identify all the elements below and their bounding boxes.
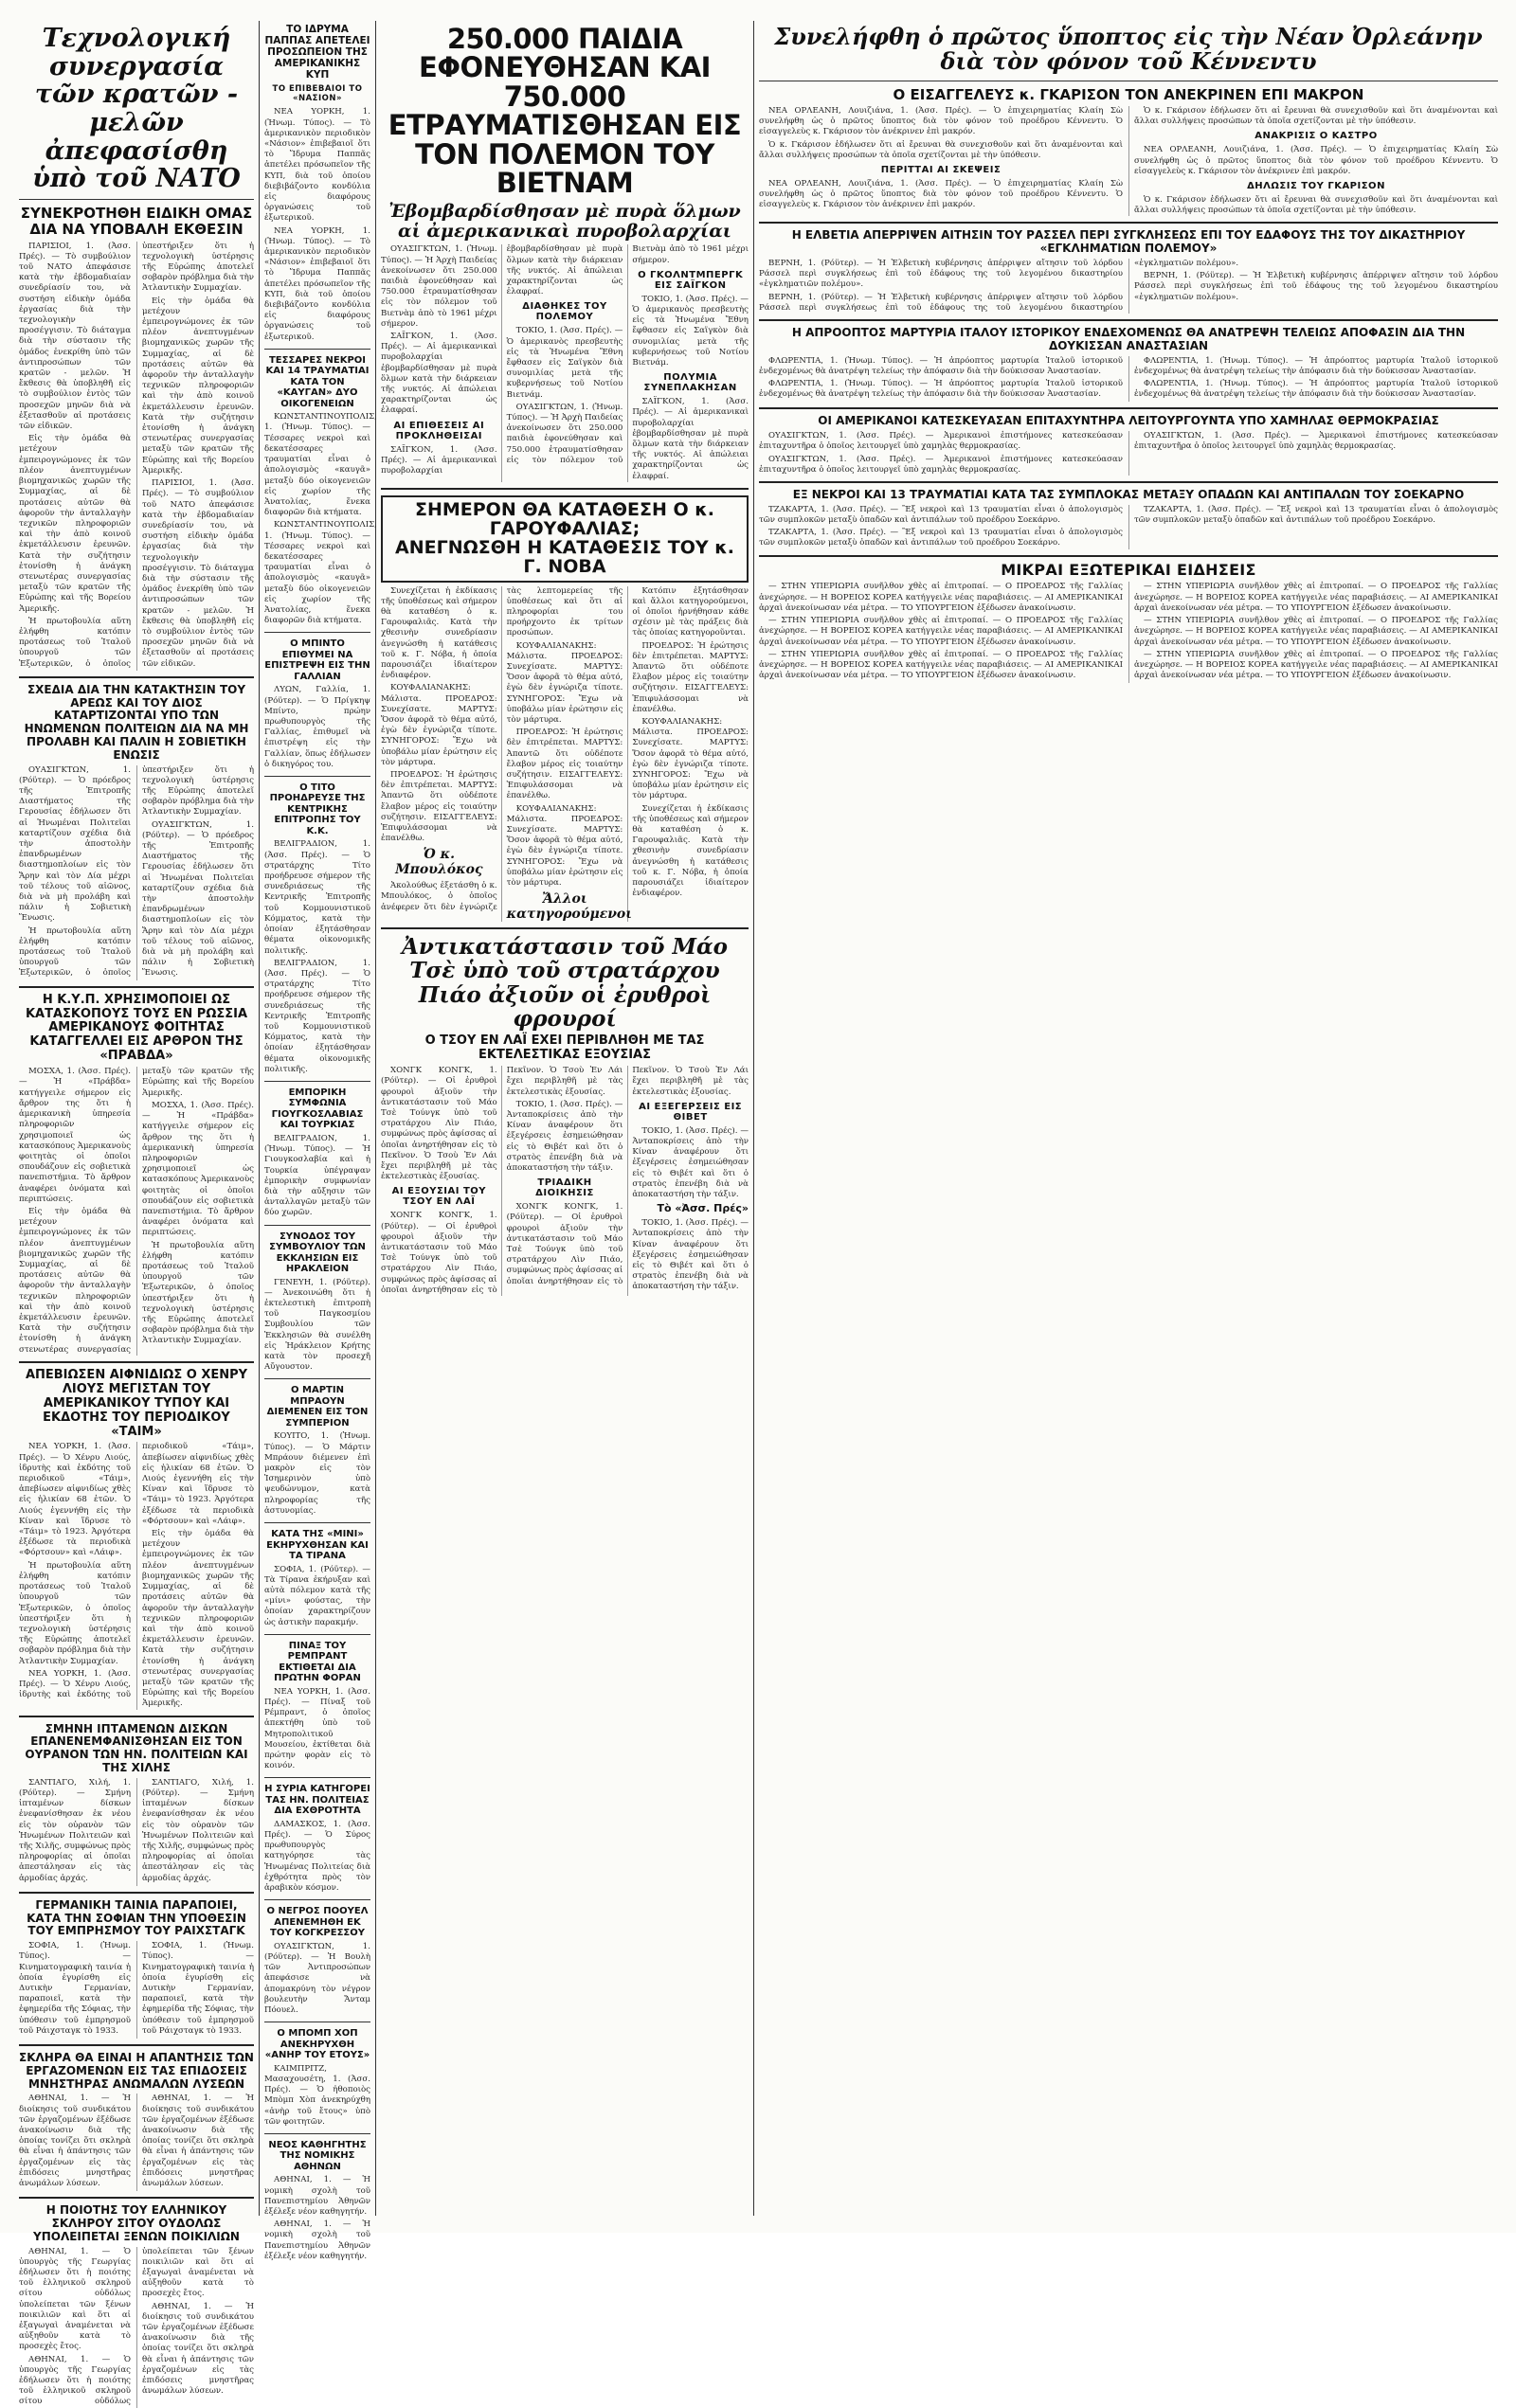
headline-novas: ΑΝΕΓΝΩΣΘΗ Η ΚΑΤΑΘΕΣΙΣ ΤΟΥ κ. Γ. ΝΟΒΑ <box>395 536 734 577</box>
section-heading: ΑΙ ΕΞΕΓΕΡΣΕΙΣ ΕΙΣ ΘΙΒΕΤ <box>639 1101 743 1123</box>
paragraph: ΚΟΥΦΑΛΙΑΝΑΚΗΣ: Μάλιστα. ΠΡΟΕΔΡΟΣ: Συνεχίσατε. ΜΑΡΤΥΣ: Ὅσον ἀφορᾶ τὸ θέμα αὐτό, ἐγὼ δὲν ἐγνώριζα τίποτε. ΣΥΝΗΓΟΡΟΣ: Ἔχω νὰ ὑποβάλω μίαν ἐρώτησιν εἰς τὸν μάρτυρα. <box>632 717 749 801</box>
section-heading: ΤΡΙΑΔΙΚΗ ΔΙΟΙΚΗΣΙΣ <box>535 1177 594 1199</box>
paragraph: ΑΘΗΝΑΙ, 1. — Ὁ ὑπουργὸς τῆς Γεωργίας ἐδήλωσεν ὅτι ἡ ποιότης τοῦ ἑλληνικοῦ σκληροῦ σίτου οὐδόλως ὑπολείπεται τῶν ξένων ποικιλιῶν καὶ ὅτι αἱ ἐξαγωγαὶ ἀναμένεται νὰ αὐξηθοῦν κατὰ τὸ προσεχὲς ἔτος. <box>19 2246 131 2352</box>
paragraph: ΟΥΑΣΙΓΚΤΩΝ, 1. (Ἡνωμ. Τύπος). — Ἡ Ἀρχὴ Παιδείας ἀνεκοίνωσεν ὅτι 250.000 παιδιὰ ἐφονεύθησαν καὶ 750.000 ἐτραυματίσθησαν εἰς τὸν πόλεμον τοῦ Βιετνὰμ ἀπὸ τὸ 1961 μέχρι σήμερον. <box>381 244 497 329</box>
article-vietnam <box>381 244 749 481</box>
section-heading: ΔΙΑΘΗΚΕΣ ΤΟΥ ΠΟΛΕΜΟΥ <box>522 301 607 323</box>
headline-workers: ΣΚΛΗΡΑ ΘΑ ΕΙΝΑΙ Η ΑΠΑΝΤΗΣΙΣ ΤΩΝ ΕΡΓΑΖΟΜΕΝΩΝ ΕΙΣ ΤΑΣ ΕΠΙΔΟΣΕΙΣ ΜΝΗΣΤΗΡΑΣ ΑΝΩΜΑΛΩΝ ΛΥΣΕΩΝ <box>19 2050 254 2091</box>
paragraph: ΒΕΡΝΗ, 1. (Ρόϋτερ). — Ἡ Ἑλβετικὴ κυβέρνησις ἀπέρριψεν αἴτησιν τοῦ λόρδου Ράσσελ περὶ συγκλήσεως ἐπὶ τοῦ ἐδάφους της τοῦ λεγομένου δικαστηρίου «ἐγκληματιῶν πολέμου». <box>1134 271 1498 302</box>
headline-mao: Ἀντικατάστασιν τοῦ Μάο Τσὲ ὑπὸ τοῦ στρατάρχου Πιάο ἀξιοῦν οἱ ἐρυθροὶ φρουροί <box>402 934 728 1032</box>
paragraph: ΝΕΑ ΥΟΡΚΗ, 1. (Ἡνωμ. Τύπος). — Τὸ ἀμερικανικὸν περιοδικὸν «Νάσιον» ἐπιβεβαιοῖ ὅτι τὸ Ἵδρυμα Παππᾶς ἀπετέλει πρόσωπεῖον τῆς ΚΥΠ, διὰ τοῦ ὁποίου διεβιβάζοντο κονδύλια εἰς διαφόρους ὀργανώσεις τοῦ ἐξωτερικοῦ. <box>264 225 370 342</box>
paragraph: ΟΥΑΣΙΓΚΤΩΝ, 1. (Ἡνωμ. Τύπος). — Ἡ Ἀρχὴ Παιδείας ἀνεκοίνωσεν ὅτι 250.000 παιδιὰ ἐφονεύθησαν καὶ 750.000 ἐτραυματίσθησαν εἰς τὸν πόλεμον τοῦ Βιετνὰμ ἀπὸ τὸ 1961 μέχρι σήμερον. <box>506 244 749 465</box>
paragraph: ΟΥΑΣΙΓΚΤΩΝ, 1. (Ρόϋτερ). — Ὁ πρόεδρος τῆς Ἐπιτροπῆς Διαστήματος τῆς Γερουσίας ἐδήλωσεν ὅτι αἱ Ἡνωμέναι Πολιτεῖαι καταρτίζουν σχέδια διὰ τὴν ἀποστολὴν ἐπανδρωμένων διαστημοπλοίων εἰς τὸν Ἄρην καὶ τὸν Δία μέχρι τοῦ τέλους τοῦ αἰῶνος, διὰ νὰ μὴ προλάβη καὶ πάλιν ἡ Σοβιετικὴ Ἕνωσις. <box>142 819 254 979</box>
paragraph: ΟΥΑΣΙΓΚΤΩΝ, 1. (Ἀσσ. Πρές). — Ἀμερικανοὶ ἐπιστήμονες κατεσκεύασαν ἐπιταχυντῆρα ὁ ὁποῖος λειτουργεῖ ὑπὸ χαμηλὰς θερμοκρασίας. <box>1134 431 1498 452</box>
paragraph: ΤΟΚΙΟ, 1. (Ἀσσ. Πρές). — Ἀνταποκρίσεις ἀπὸ τὴν Κίναν ἀναφέρουν ὅτι ἐξεγέρσεις ἐσημειώθησαν εἰς τὸ Θιβέτ καὶ ὅτι ὁ στρατὸς ἐπενέβη διὰ νὰ ἀποκαταστήση τὴν τάξιν. <box>632 1218 749 1292</box>
headline-reichstag: ΓΕΡΜΑΝΙΚΗ ΤΑΙΝΙΑ ΠΑΡΑΠΟΙΕΙ, ΚΑΤΑ ΤΗΝ ΣΟΦΙΑΝ ΤΗΝ ΥΠΟΘΕΣΙΝ ΤΟΥ ΕΜΠΡΗΣΜΟΥ ΤΟΥ ΡΑΙΧΣΤΑΓΚ <box>27 1897 246 1938</box>
section-heading: ΑΙ ΕΠΙΘΕΣΕΙΣ ΑΙ ΠΡΟΚΛΗΘΕΙΣΑΙ <box>393 420 485 441</box>
paragraph: ΑΘΗΝΑΙ, 1. — Ἡ νομικὴ σχολὴ τοῦ Πανεπιστημίου Ἀθηνῶν ἐξέλεξε νέον καθηγητήν. <box>264 2175 370 2218</box>
section-heading: ΠΟΛΥΜΙΑ ΣΥΝΕΠΛΑΚΗΣΑΝ <box>643 372 737 394</box>
paragraph: ΦΛΩΡΕΝΤΙΑ, 1. (Ἡνωμ. Τύπος). — Ἡ ἀπρόοπτος μαρτυρία Ἰταλοῦ ἱστορικοῦ ἐνδεχομένως θὰ ἀνατρέψη τελείως τὴν ἀπόφασιν διὰ τὴν δούκισσαν Ἀναστασίαν. <box>1134 355 1498 376</box>
headline-bob-hope: Ο ΜΠΟΜΠ ΧΟΠ ΑΝΕΚΗΡΥΧΘΗ «ΑΝΗΡ ΤΟΥ ΕΤΟΥΣ» <box>264 2028 370 2061</box>
headline-martin-braun: Ο ΜΑΡΤΙΝ ΜΠΡΑΟΥΝ ΔΙΕΜΕΝΕΝ ΕΙΣ ΤΟΝ ΣΥΜΠΕΡΙΟΝ <box>266 1385 369 1429</box>
paragraph: ΣΑΪΓΚΟΝ, 1. (Ἀσσ. Πρές). — Αἱ ἀμερικανικαὶ πυροβολαρχίαι ἐβομβαρδίσθησαν μὲ πυρὰ ὅλμων κατὰ τὴν διάρκειαν τῆς νυκτός. Αἱ ἀπώλειαι χαρακτηρίζονται ὡς ἐλαφραί. <box>632 397 749 481</box>
paragraph: ΚΟΥΦΑΛΙΑΝΑΚΗΣ: Μάλιστα. ΠΡΟΕΔΡΟΣ: Συνεχίσατε. ΜΑΡΤΥΣ: Ὅσον ἀφορᾶ τὸ θέμα αὐτό, ἐγὼ δὲν ἐγνώριζα τίποτε. ΣΥΝΗΓΟΡΟΣ: Ἔχω νὰ ὑποβάλω μίαν ἐρώτησιν εἰς τὸν μάρτυρα. <box>381 683 497 767</box>
paragraph: ΑΘΗΝΑΙ, 1. — Ἡ διοίκησις τοῦ συνδικάτου τῶν ἐργαζομένων ἐξέδωσε ἀνακοίνωσιν διὰ τῆς ὁποίας τονίζει ὅτι σκληρὰ θὰ εἶναι ἡ ἀπάντησις τῶν ἐργαζομένων εἰς τὰς ἐπιδόσεις μνηστῆρας ἀνωμάλων λύσεων. <box>19 2094 131 2188</box>
paragraph: ΣΟΦΙΑ, 1. (Ἡνωμ. Τύπος). — Κινηματογραφικὴ ταινία ἡ ὁποία ἐγυρίσθη εἰς Δυτικὴν Γερμανίαν, παραποιεῖ, κατὰ τὴν ἐφημερίδα τῆς Σόφιας, τὴν ὑπόθεσιν τοῦ ἐμπρησμοῦ τοῦ Ράιχσταγκ τὸ 1933. <box>19 1941 131 2036</box>
paragraph: — ΣΤΗΝ ΥΠΕΡΙΩΡΙΑ συνῆλθον χθὲς αἱ ἐπιτροπαί. — Ο ΠΡΟΕΔΡΟΣ τῆς Γαλλίας ἀνεχώρησε. — Η ΒΟΡΕΙΟΣ ΚΟΡΕΑ κατήγγειλε νέας παραβιάσεις. — ΑΙ ΑΜΕΡΙΚΑΝΙΚΑΙ ἀρχαὶ ἀνεκοίνωσαν νέα μέτρα. — ΤΟ ΥΠΟΥΡΓΕΙΟΝ ἐξέδωσεν ἀνακοίνωσιν. <box>759 649 1123 681</box>
paragraph: Εἰς τὴν ὁμάδα θὰ μετέχουν ἐμπειρογνώμονες ἐκ τῶν πλέον ἀνεπτυγμένων βιομηχανικῶς χωρῶν τῆς Συμμαχίας, αἱ δὲ προτάσεις αὐτῶν θὰ ἀφοροῦν τὴν ἀνταλλαγὴν τεχνικῶν πληροφοριῶν καὶ τὴν ἀπὸ κοινοῦ ἐκμετάλλευσιν ἐρευνῶν. Κατὰ τὴν συζήτησιν ἐτονίσθη ἡ ἀνάγκη στενωτέρας συνεργασίας μεταξὺ τῶν κρατῶν τῆς Εὐρώπης καὶ τῆς Βορείου Ἀμερικῆς. <box>19 434 131 614</box>
paragraph: Ἡ πρωτοβουλία αὕτη ἐλήφθη κατόπιν προτάσεως τοῦ Ἰταλοῦ ὑπουργοῦ τῶν Ἐξωτερικῶν, ὁ ὁποῖος ὑπεστήριξεν ὅτι ἡ τεχνολογικὴ ὑστέρησις τῆς Εὐρώπης ἀποτελεῖ σοβαρὸν πρόβλημα διὰ τὴν Ἀτλαντικὴν Συμμαχίαν. <box>19 241 254 669</box>
headline-trial <box>381 495 749 583</box>
paragraph: ΒΕΛΙΓΡΑΔΙΟΝ, 1. (Ἀσσ. Πρές). — Ὁ στρατάρχης Τίτο προήδρευσε σήμερον τῆς συνεδριάσεως τῆς Κεντρικῆς Ἐπιτροπῆς τοῦ Κομμουνιστικοῦ Κόμματος, κατὰ τὴν ὁποίαν ἐξητάσθησαν θέματα οἰκονομικῆς πολιτικῆς. <box>264 958 370 1074</box>
paragraph: Ἀκολούθως ἐξετάσθη ὁ κ. Μπουλόκος, ὁ ὁποῖος ἀνέφερεν ὅτι δὲν ἐγνώριζε τὰς λεπτομερείας τῆς ὑποθέσεως καὶ ὅτι αἱ πληροφορίαι του προήρχοντο ἐκ τρίτων προσώπων. <box>381 585 623 912</box>
article-sukarno <box>759 505 1498 549</box>
headline-vietnam: 250.000 ΠΑΙΔΙΑ ΕΦΟΝΕΥΘΗΣΑΝ ΚΑΙ 750.000 ΕΤΡΑΥΜΑΤΙΣΘΗΣΑΝ ΕΙΣ ΤΟΝ ΠΟΛΕΜΟΝ ΤΟΥ ΒΙΕΤΝΑΜ <box>388 23 742 200</box>
paragraph: ΠΡΟΕΔΡΟΣ: Ἡ ἐρώτησις δὲν ἐπιτρέπεται. ΜΑΡΤΥΣ: Ἀπαντῶ ὅτι οὐδέποτε ἔλαβον μέρος εἰς τοιαύτην συζήτησιν. ΕΙΣΑΓΓΕΛΕΥΣ: Ἐπιφυλάσσομαι νὰ ἐπανέλθω. <box>632 640 749 714</box>
column-rule <box>259 21 260 2216</box>
headline-ufo: ΣΜΗΝΗ ΙΠΤΑΜΕΝΩΝ ΔΙΣΚΩΝ ΕΠΑΝΕΝΕΜΦΑΝΙΣΘΗΣΑΝ ΕΙΣ ΤΟΝ ΟΥΡΑΝΟΝ ΤΩΝ ΗΝ. ΠΟΛΙΤΕΙΩΝ ΚΑΙ ΤΗΣ ΧΙΛΗΣ <box>25 1721 248 1774</box>
paragraph: Ἡ πρωτοβουλία αὕτη ἐλήφθη κατόπιν προτάσεως τοῦ Ἰταλοῦ ὑπουργοῦ τῶν Ἐξωτερικῶν, ὁ ὁποῖος ὑπεστήριξεν ὅτι ἡ τεχνολογικὴ ὑστέρησις τῆς Εὐρώπης ἀποτελεῖ σοβαρὸν πρόβλημα διὰ τὴν Ἀτλαντικὴν Συμμαχίαν. <box>19 764 254 979</box>
paragraph: ΧΟΝΓΚ ΚΟΝΓΚ, 1. (Ρόϋτερ). — Οἱ ἐρυθροὶ φρουροὶ ἀξιοῦν τὴν ἀντικατάστασιν τοῦ Μάο Τσὲ Τούνγκ ὑπὸ τοῦ στρατάρχου Λὶν Πιάο, συμφώνως πρὸς ἀφίσσας αἱ ὁποῖαι ἀνηρτήθησαν εἰς τὸ Πεκῖνον. Ὁ Τσοὺ Ἐν Λάι ἔχει περιβληθῆ μὲ τὰς ἐκτελεστικὰς ἐξουσίας. <box>381 1066 497 1182</box>
section-heading: ΠΕΡΙΤΤΑΙ ΑΙ ΣΚΕΨΕΙΣ <box>880 165 1002 176</box>
paragraph: ΚΩΝΣΤΑΝΤΙΝΟΥΠΟΛΙΣ, 1. (Ἡνωμ. Τύπος). — Τέσσαρες νεκροὶ καὶ δεκατέσσαρες τραυματίαι εἶναι ὁ ἀπολογισμὸς «καυγᾶ» μεταξὺ δύο οἰκογενειῶν εἰς χωρίον τῆς Ἀνατολίας, ἕνεκα διαφορῶν διὰ κτήματα. <box>264 412 377 518</box>
paragraph: ΚΩΝΣΤΑΝΤΙΝΟΥΠΟΛΙΣ, 1. (Ἡνωμ. Τύπος). — Τέσσαρες νεκροὶ καὶ δεκατέσσαρες τραυματίαι εἶναι ὁ ἀπολογισμὸς «καυγᾶ» μεταξὺ δύο οἰκογενειῶν εἰς χωρίον τῆς Ἀνατολίας, ἕνεκα διαφορῶν διὰ κτήματα. <box>264 520 377 626</box>
headline-bidault: Ο ΜΠΙΝΤΟ ΕΠΙΘΥΜΕΙ ΝΑ ΕΠΙΣΤΡΕΨΗ ΕΙΣ ΤΗΝ ΓΑΛΛΙΑΝ <box>264 638 370 682</box>
column-1 <box>19 21 255 2407</box>
paragraph: — ΣΤΗΝ ΥΠΕΡΙΩΡΙΑ συνῆλθον χθὲς αἱ ἐπιτροπαί. — Ο ΠΡΟΕΔΡΟΣ τῆς Γαλλίας ἀνεχώρησε. — Η ΒΟΡΕΙΟΣ ΚΟΡΕΑ κατήγγειλε νέας παραβιάσεις. — ΑΙ ΑΜΕΡΙΚΑΝΙΚΑΙ ἀρχαὶ ἀνεκοίνωσαν νέα μέτρα. — ΤΟ ΥΠΟΥΡΓΕΙΟΝ ἐξέδωσεν ἀνακοίνωσιν. <box>759 582 1123 613</box>
section-heading: ΑΙ ΕΞΟΥΣΙΑΙ ΤΟΥ ΤΣΟΥ ΕΝ ΛΑΪ <box>391 1186 487 1208</box>
subheadline-mao: Ο ΤΣΟΥ ΕΝ ΛΑΪ ΕΧΕΙ ΠΕΡΙΒΛΗΘΗ ΜΕ ΤΑΣ ΕΚΤΕΛΕΣΤΙΚΑΣ ΕΞΟΥΣΙΑΣ <box>424 1033 705 1063</box>
headline-wheat: Η ΠΟΙΟΤΗΣ ΤΟΥ ΕΛΛΗΝΙΚΟΥ ΣΚΛΗΡΟΥ ΣΙΤΟΥ ΟΥΔΟΛΩΣ ΥΠΟΛΕΙΠΕΤΑΙ ΞΕΝΩΝ ΠΟΙΚΙΛΙΩΝ <box>33 2203 240 2243</box>
article-kennedy <box>759 106 1498 216</box>
headline-anastasia: Η ΑΠΡΟΟΠΤΟΣ ΜΑΡΤΥΡΙΑ ΙΤΑΛΟΥ ΙΣΤΟΡΙΚΟΥ ΕΝΔΕΧΟΜΕΝΩΣ ΘΑ ΑΝΑΤΡΕΨΗ ΤΕΛΕΙΩΣ ΑΠΟΦΑΣΙΝ ΔΙΑ ΤΗΝ ΔΟΥΚΙΣΣΑΝ ΑΝΑΣΤΑΣΙΑΝ <box>791 326 1466 352</box>
paragraph: Συνεχίζεται ἡ ἐκδίκασις τῆς ὑποθέσεως καὶ σήμερον θὰ καταθέση ὁ κ. Γαρουφαλιᾶς. Κατὰ τὴν χθεσινὴν συνεδρίασιν ἀνεγνώσθη ἡ κατάθεσις τοῦ κ. Γ. Νόβα, ἡ ὁποία παρουσιάζει ἰδιαίτερον ἐνδιαφέρον. <box>632 803 749 899</box>
column-right-content <box>759 21 1498 2219</box>
headline-accelerator: ΟΙ ΑΜΕΡΙΚΑΝΟΙ ΚΑΤΕΣΚΕΥΑΣΑΝ ΕΠΙΤΑΧΥΝΤΗΡΑ ΛΕΙΤΟΥΡΓΟΥΝΤΑ ΥΠΟ ΧΑΜΗΛΑΣ ΘΕΡΜΟΚΡΑΣΙΑΣ <box>818 414 1439 428</box>
article-brief-news <box>759 582 1498 683</box>
article-accelerator <box>759 431 1498 476</box>
paragraph: ΟΥΑΣΙΓΚΤΩΝ, 1. (Ρόϋτερ). — Ἡ Βουλὴ τῶν Ἀντιπροσώπων ἀπεφάσισε νὰ ἀπομακρύνη τὸν νέγρον βουλευτὴν Ἄνταμ Πόουελ. <box>264 1941 370 2015</box>
paragraph: Ὁ κ. Γκάρισον ἐδήλωσεν ὅτι αἱ ἔρευναι θὰ συνεχισθοῦν καὶ ὅτι ἀναμένονται καὶ ἄλλαι συλλήψεις προσώπων τὰ ὁποῖα σχετίζονται μὲ τὴν ὑπόθεσιν. <box>1134 106 1498 127</box>
signature-ap: Τὸ «Ἀσσ. Πρές» <box>657 1202 749 1215</box>
section-heading: ΑΝΑΚΡΙΣΙΣ Ο ΚΑΣΤΡΟ <box>1254 131 1378 142</box>
paragraph: ΒΕΛΙΓΡΑΔΙΟΝ, 1. (Ἀσσ. Πρές). — Ὁ στρατάρχης Τίτο προήδρευσε σήμερον τῆς συνεδριάσεως τῆς Κεντρικῆς Ἐπιτροπῆς τοῦ Κομμουνιστικοῦ Κόμματος, κατὰ τὴν ὁποίαν ἐξητάσθησαν θέματα οἰκονομικῆς πολιτικῆς. <box>264 839 370 956</box>
paragraph: — ΣΤΗΝ ΥΠΕΡΙΩΡΙΑ συνῆλθον χθὲς αἱ ἐπιτροπαί. — Ο ΠΡΟΕΔΡΟΣ τῆς Γαλλίας ἀνεχώρησε. — Η ΒΟΡΕΙΟΣ ΚΟΡΕΑ κατήγγειλε νέας παραβιάσεις. — ΑΙ ΑΜΕΡΙΚΑΝΙΚΑΙ ἀρχαὶ ἀνεκοίνωσαν νέα μέτρα. — ΤΟ ΥΠΟΥΡΓΕΙΟΝ ἐξέδωσεν ἀνακοίνωσιν. <box>1134 616 1498 647</box>
paragraph: ΦΛΩΡΕΝΤΙΑ, 1. (Ἡνωμ. Τύπος). — Ἡ ἀπρόοπτος μαρτυρία Ἰταλοῦ ἱστορικοῦ ἐνδεχομένως θὰ ἀνατρέψη τελείως τὴν ἀπόφασιν διὰ τὴν δούκισσαν Ἀναστασίαν. <box>759 355 1123 376</box>
headline-tito: Ο ΤΙΤΟ ΠΡΟΗΔΡΕΥΣΕ ΤΗΣ ΚΕΝΤΡΙΚΗΣ ΕΠΙΤΡΟΠΗΣ ΤΟΥ Κ.Κ. <box>269 782 366 836</box>
paragraph: ΦΛΩΡΕΝΤΙΑ, 1. (Ἡνωμ. Τύπος). — Ἡ ἀπρόοπτος μαρτυρία Ἰταλοῦ ἱστορικοῦ ἐνδεχομένως θὰ ἀνατρέψη τελείως τὴν ἀπόφασιν διὰ τὴν δούκισσαν Ἀναστασίαν. <box>759 379 1123 400</box>
article-trial <box>381 586 749 922</box>
headline-brief-news: ΜΙΚΡΑΙ ΕΞΩΤΕΡΙΚΑΙ ΕΙΔΗΣΕΙΣ <box>1001 560 1256 579</box>
paragraph: ΤΖΑΚΑΡΤΑ, 1. (Ἀσσ. Πρές). — Ἓξ νεκροὶ καὶ 13 τραυματίαι εἶναι ὁ ἀπολογισμὸς τῶν συμπλοκῶν μεταξὺ ὀπαδῶν καὶ ἀντιπάλων τοῦ προέδρου Σοεκάρνο. <box>759 528 1123 548</box>
paragraph: Ἡ πρωτοβουλία αὕτη ἐλήφθη κατόπιν προτάσεως τοῦ Ἰταλοῦ ὑπουργοῦ τῶν Ἐξωτερικῶν, ὁ ὁποῖος ὑπεστήριξεν ὅτι ἡ τεχνολογικὴ ὑστέρησις τῆς Εὐρώπης ἀποτελεῖ σοβαρὸν πρόβλημα διὰ τὴν Ἀτλαντικὴν Συμμαχίαν. <box>19 1560 131 1666</box>
paragraph: ΔΑΜΑΣΚΟΣ, 1. (Ἀσσ. Πρές). — Ὁ Σύρος πρωθυπουργὸς κατηγόρησε τὰς Ἡνωμένας Πολιτείας διὰ ἐχθρότητα πρὸς τὸν ἀραβικὸν κόσμον. <box>264 1819 370 1894</box>
paragraph: ΣΟΦΙΑ, 1. (Ἡνωμ. Τύπος). — Κινηματογραφικὴ ταινία ἡ ὁποία ἐγυρίσθη εἰς Δυτικὴν Γερμανίαν, παραποιεῖ, κατὰ τὴν ἐφημερίδα τῆς Σόφιας, τὴν ὑπόθεσιν τοῦ ἐμπρησμοῦ τοῦ Ράιχσταγκ τὸ 1933. <box>142 1941 254 2036</box>
paragraph: ΝΕΑ ΥΟΡΚΗ, 1. (Ἀσσ. Πρές). — Πίναξ τοῦ Ρέμπραντ, ὁ ὁποῖος ἀπεκτήθη ὑπὸ τοῦ Μητροπολιτικοῦ Μουσείου, ἐκτίθεται διὰ πρώτην φορὰν εἰς τὸ κοινόν. <box>264 1686 370 1771</box>
paragraph: — ΣΤΗΝ ΥΠΕΡΙΩΡΙΑ συνῆλθον χθὲς αἱ ἐπιτροπαί. — Ο ΠΡΟΕΔΡΟΣ τῆς Γαλλίας ἀνεχώρησε. — Η ΒΟΡΕΙΟΣ ΚΟΡΕΑ κατήγγειλε νέας παραβιάσεις. — ΑΙ ΑΜΕΡΙΚΑΝΙΚΑΙ ἀρχαὶ ἀνεκοίνωσαν νέα μέτρα. — ΤΟ ΥΠΟΥΡΓΕΙΟΝ ἐξέδωσεν ἀνακοίνωσιν. <box>759 616 1123 647</box>
paragraph: ΑΘΗΝΑΙ, 1. — Ἡ διοίκησις τοῦ συνδικάτου τῶν ἐργαζομένων ἐξέδωσε ἀνακοίνωσιν διὰ τῆς ὁποίας τονίζει ὅτι σκληρὰ θὰ εἶναι ἡ ἀπάντησις τῶν ἐργαζομένων εἰς τὰς ἐπιδόσεις μνηστῆρας ἀνωμάλων λύσεων. <box>142 2094 254 2188</box>
article-wheat <box>19 2247 254 2408</box>
paragraph: ΠΑΡΙΣΙΟΙ, 1. (Ἀσσ. Πρές). — Τὸ συμβούλιον τοῦ ΝΑΤΟ ἀπεφάσισε κατὰ τὴν ἐβδομαδιαίαν συνεδρίασίν του, νὰ συστήση εἰδικὴν ὁμάδα ἐργασίας διὰ τὴν τεχνολογικὴν προσέγγισιν. Τὸ διάταγμα διὰ τὴν σύστασιν τῆς ὁμάδος ἐνεκρίθη ὑπὸ τῶν ἀντιπροσώπων τῶν κρατῶν - μελῶν. Ἡ ἔκθεσις θὰ ὑποβληθῆ εἰς τὸ συμβούλιον ἐντὸς τῶν προσεχῶν μηνῶν διὰ νὰ ἐξετασθοῦν αἱ προτάσεις τῶν εἰδικῶν. <box>142 478 254 669</box>
paragraph: ΝΕΑ ΥΟΡΚΗ, 1. (Ἀσσ. Πρές). — Ὁ Χένρυ Λιούς, ἱδρυτὴς καὶ ἐκδότης τοῦ περιοδικοῦ «Τάιμ», ἀπεβίωσεν αἰφνιδίως χθὲς εἰς ἡλικίαν 68 ἐτῶν. Ὁ Λιούς ἐγεννήθη εἰς τὴν Κίναν καὶ ἵδρυσε τὸ «Τάιμ» τὸ 1923. Ἀργότερα ἐξέδωσε τὰ περιοδικὰ «Φόρτσουν» καὶ «Λάιφ». <box>19 1442 254 1700</box>
headline-luce: ΑΠΕΒΙΩΣΕΝ ΑΙΦΝΙΔΙΩΣ Ο ΧΕΝΡΥ ΛΙΟΥΣ ΜΕΓΙΣΤΑΝ ΤΟΥ ΑΜΕΡΙΚΑΝΙΚΟΥ ΤΥΠΟΥ ΚΑΙ ΕΚΔΟΤΗΣ ΤΟΥ ΠΕΡΙΟΔΙΚΟΥ «ΤΑΙΜ» <box>25 1367 248 1439</box>
paragraph: ΝΕΑ ΥΟΡΚΗ, 1. (Ἀσσ. Πρές). — Ὁ Χένρυ Λιούς, ἱδρυτὴς καὶ ἐκδότης τοῦ περιοδικοῦ «Τάιμ», ἀπεβίωσεν αἰφνιδίως χθὲς εἰς ἡλικίαν 68 ἐτῶν. Ὁ Λιούς ἐγεννήθη εἰς τὴν Κίναν καὶ ἵδρυσε τὸ «Τάιμ» τὸ 1923. Ἀργότερα ἐξέδωσε τὰ περιοδικὰ «Φόρτσουν» καὶ «Λάιφ». <box>19 1442 131 1558</box>
paragraph: ΚΑΙΜΠΡΙΤΖ, Μασαχουσέτη, 1. (Ἀσσ. Πρές). — Ὁ ἠθοποιὸς Μπὸμπ Χὸπ ἀνεκηρύχθη «ἀνὴρ τοῦ ἔτους» ὑπὸ τῶν φοιτητῶν. <box>264 2063 370 2127</box>
paragraph: ΤΟΚΙΟ, 1. (Ἀσσ. Πρές). — Ἀνταποκρίσεις ἀπὸ τὴν Κίναν ἀναφέρουν ὅτι ἐξεγέρσεις ἐσημειώθησαν εἰς τὸ Θιβέτ καὶ ὅτι ὁ στρατὸς ἐπενέβη διὰ νὰ ἀποκαταστήση τὴν τάξιν. <box>506 1099 623 1173</box>
paragraph: Εἰς τὴν ὁμάδα θὰ μετέχουν ἐμπειρογνώμονες ἐκ τῶν πλέον ἀνεπτυγμένων βιομηχανικῶς χωρῶν τῆς Συμμαχίας, αἱ δὲ προτάσεις αὐτῶν θὰ ἀφοροῦν τὴν ἀνταλλαγὴν τεχνικῶν πληροφοριῶν καὶ τὴν ἀπὸ κοινοῦ ἐκμετάλλευσιν ἐρευνῶν. Κατὰ τὴν συζήτησιν ἐτονίσθη ἡ ἀνάγκη στενωτέρας συνεργασίας μεταξὺ τῶν κρατῶν τῆς Εὐρώπης καὶ τῆς Βορείου Ἀμερικῆς. <box>142 296 254 476</box>
paragraph: ΧΟΝΓΚ ΚΟΝΓΚ, 1. (Ρόϋτερ). — Οἱ ἐρυθροὶ φρουροὶ ἀξιοῦν τὴν ἀντικατάστασιν τοῦ Μάο Τσὲ Τούνγκ ὑπὸ τοῦ στρατάρχου Λὶν Πιάο, συμφώνως πρὸς ἀφίσσας αἱ ὁποῖαι ἀνηρτήθησαν εἰς τὸ Πεκῖνον. Ὁ Τσοὺ Ἐν Λάι ἔχει περιβληθῆ μὲ τὰς ἐκτελεστικὰς ἐξουσίας. <box>506 1066 749 1286</box>
paragraph: — ΣΤΗΝ ΥΠΕΡΙΩΡΙΑ συνῆλθον χθὲς αἱ ἐπιτροπαί. — Ο ΠΡΟΕΔΡΟΣ τῆς Γαλλίας ἀνεχώρησε. — Η ΒΟΡΕΙΟΣ ΚΟΡΕΑ κατήγγειλε νέας παραβιάσεις. — ΑΙ ΑΜΕΡΙΚΑΝΙΚΑΙ ἀρχαὶ ἀνεκοίνωσαν νέα μέτρα. — ΤΟ ΥΠΟΥΡΓΕΙΟΝ ἐξέδωσεν ἀνακοίνωσιν. <box>1134 582 1498 613</box>
paragraph: ΣΑΝΤΙΑΓΟ, Χιλή, 1. (Ρόϋτερ). — Σμήνη ἱπταμένων δίσκων ἐνεφανίσθησαν ἐκ νέου εἰς τὸν οὐρανὸν τῶν Ἡνωμένων Πολιτειῶν καὶ τῆς Χιλῆς, συμφώνως πρὸς πληροφορίας αἱ ὁποῖαι ἀπεστάλησαν εἰς τὰς ἀρμοδίας ἀρχάς. <box>142 1777 254 1883</box>
paragraph: ΑΘΗΝΑΙ, 1. — Ὁ ὑπουργὸς τῆς Γεωργίας ἐδήλωσεν ὅτι ἡ ποιότης τοῦ ἑλληνικοῦ σκληροῦ σίτου οὐδόλως ὑπολείπεται τῶν ξένων ποικιλιῶν καὶ ὅτι αἱ ἐξαγωγαὶ ἀναμένεται νὰ αὐξηθοῦν κατὰ τὸ προσεχὲς ἔτος. <box>19 2246 254 2407</box>
column-center <box>381 21 749 2219</box>
paragraph: ΚΟΥΦΑΛΙΑΝΑΚΗΣ: Μάλιστα. ΠΡΟΕΔΡΟΣ: Συνεχίσατε. ΜΑΡΤΥΣ: Ὅσον ἀφορᾶ τὸ θέμα αὐτό, ἐγὼ δὲν ἐγνώριζα τίποτε. ΣΥΝΗΓΟΡΟΣ: Ἔχω νὰ ὑποβάλω μίαν ἐρώτησιν εἰς τὸν μάρτυρα. <box>506 803 623 889</box>
paragraph: ΚΟΥΦΑΛΙΑΝΑΚΗΣ: Μάλιστα. ΠΡΟΕΔΡΟΣ: Συνεχίσατε. ΜΑΡΤΥΣ: Ὅσον ἀφορᾶ τὸ θέμα αὐτό, ἐγὼ δὲν ἐγνώριζα τίποτε. ΣΥΝΗΓΟΡΟΣ: Ἔχω νὰ ὑποβάλω μίαν ἐρώτησιν εἰς τὸν μάρτυρα. <box>506 640 623 726</box>
paragraph: ΧΟΝΓΚ ΚΟΝΓΚ, 1. (Ρόϋτερ). — Οἱ ἐρυθροὶ φρουροὶ ἀξιοῦν τὴν ἀντικατάστασιν τοῦ Μάο Τσὲ Τούνγκ ὑπὸ τοῦ στρατάρχου Λὶν Πιάο, συμφώνως πρὸς ἀφίσσας αἱ ὁποῖαι ἀνηρτήθησαν εἰς τὸ Πεκῖνον. Ὁ Τσοὺ Ἐν Λάι ἔχει περιβληθῆ μὲ τὰς ἐκτελεστικὰς ἐξουσίας. <box>381 1066 623 1295</box>
article-anastasia <box>759 356 1498 403</box>
subheadline-vietnam: Ἐβομβαρδίσθησαν μὲ πυρὰ ὅλμων αἱ ἀμερικανικαὶ πυροβολαρχίαι <box>388 200 741 242</box>
article-nato <box>19 242 254 671</box>
headline-powell: Ο ΝΕΓΡΟΣ ΠΟΟΥΕΛ ΑΠΕΝΕΜΗΘΗ ΕΚ ΤΟΥ ΚΟΓΚΡΕΣΣΟΥ <box>266 1906 369 1939</box>
headline-pravda: Η Κ.Υ.Π. ΧΡΗΣΙΜΟΠΟΙΕΙ ΩΣ ΚΑΤΑΣΚΟΠΟΥΣ ΤΟΥΣ ΕΝ ΡΩΣΣΙΑ ΑΜΕΡΙΚΑΝΟΥΣ ΦΟΙΤΗΤΑΣ ΚΑΤΑΓΓΕΛΛΕΙ ΕΙΣ ΑΡΘΡΟΝ ΤΗΣ «ΠΡΑΒΔΑ» <box>25 992 248 1064</box>
paragraph: ΚΟΥΙΤΟ, 1. (Ἡνωμ. Τύπος). — Ὁ Μάρτιν Μπράουν διέμενεν ἐπὶ μακρὸν εἰς τὸν Ἰσημερινὸν ὑπὸ ψευδώνυμον, κατὰ πληροφορίας τῆς ἀστυνομίας. <box>264 1431 370 1516</box>
paragraph: ΑΘΗΝΑΙ, 1. — Ἡ νομικὴ σχολὴ τοῦ Πανεπιστημίου Ἀθηνῶν ἐξέλεξε νέον καθηγητήν. <box>264 2219 370 2261</box>
column-2 <box>264 21 377 2261</box>
subheadline-garrison: Ο ΕΙΣΑΓΓΕΛΕΥΣ κ. ΓΚΑΡΙΣΟΝ ΤΟΝ ΑΝΕΚΡΙΝΕΝ ΕΠΙ ΜΑΚΡΟΝ <box>893 85 1364 103</box>
paragraph: ΤΟΚΙΟ, 1. (Ἀσσ. Πρές). — Ὁ ἀμερικανὸς πρεσβευτὴς εἰς τὰ Ἡνωμένα Ἔθνη ἔφθασεν εἰς Σαϊγκὸν διὰ συνομιλίας μετὰ τῆς κυβερνήσεως τοῦ Νοτίου Βιετνάμ. <box>632 294 749 368</box>
column-rule <box>753 21 754 2216</box>
paragraph: ΓΕΝΕΥΗ, 1. (Ρόϋτερ). — Ἀνεκοινώθη ὅτι ἡ ἐκτελεστικὴ ἐπιτροπὴ τοῦ Παγκοσμίου Συμβουλίου τῶν Ἐκκλησιῶν θὰ συνέλθη εἰς Ἡράκλειον Κρήτης κατὰ τὸν προσεχῆ Αὔγουστον. <box>264 1277 370 1373</box>
article-mao <box>381 1066 749 1296</box>
paragraph: ΒΕΡΝΗ, 1. (Ρόϋτερ). — Ἡ Ἑλβετικὴ κυβέρνησις ἀπέρριψεν αἴτησιν τοῦ λόρδου Ράσσελ περὶ συγκλήσεως ἐπὶ τοῦ ἐδάφους της τοῦ λεγομένου δικαστηρίου «ἐγκληματιῶν πολέμου». <box>759 259 1123 290</box>
paragraph: Ὁ κ. Γκάρισον ἐδήλωσεν ὅτι αἱ ἔρευναι θὰ συνεχισθοῦν καὶ ὅτι ἀναμένονται καὶ ἄλλαι συλλήψεις προσώπων τὰ ὁποῖα σχετίζονται μὲ τὴν ὑπόθεσιν. <box>1134 195 1498 216</box>
article-russell <box>759 259 1498 314</box>
paragraph: ΟΥΑΣΙΓΚΤΩΝ, 1. (Ρόϋτερ). — Ὁ πρόεδρος τῆς Ἐπιτροπῆς Διαστήματος τῆς Γερουσίας ἐδήλωσεν ὅτι αἱ Ἡνωμέναι Πολιτεῖαι καταρτίζουν σχέδια διὰ τὴν ἀποστολὴν ἐπανδρωμένων διαστημοπλοίων εἰς τὸν Ἄρην καὶ τὸν Δία μέχρι τοῦ τέλους τοῦ αἰῶνος, διὰ νὰ μὴ προλάβη καὶ πάλιν ἡ Σοβιετικὴ Ἕνωσις. <box>19 764 131 924</box>
paragraph: ΝΕΑ ΥΟΡΚΗ, 1. (Ἡνωμ. Τύπος). — Τὸ ἀμερικανικὸν περιοδικὸν «Νάσιον» ἐπιβεβαιοῖ ὅτι τὸ Ἵδρυμα Παππᾶς ἀπετέλει πρόσωπεῖον τῆς ΚΥΠ, διὰ τοῦ ὁποίου διεβιβάζοντο κονδύλια εἰς διαφόρους ὀργανώσεις τοῦ ἐξωτερικοῦ. <box>264 107 370 224</box>
paragraph: ΒΕΡΝΗ, 1. (Ρόϋτερ). — Ἡ Ἑλβετικὴ κυβέρνησις ἀπέρριψεν αἴτησιν τοῦ λόρδου Ράσσελ περὶ συγκλήσεως ἐπὶ τοῦ ἐδάφους της τοῦ λεγομένου δικαστηρίου «ἐγκληματιῶν πολέμου». <box>759 259 1239 313</box>
column-rule <box>375 21 376 2216</box>
article-pravda <box>19 1067 254 1355</box>
headline-feud: ΤΕΣΣΑΡΕΣ ΝΕΚΡΟΙ ΚΑΙ 14 ΤΡΑΥΜΑΤΙΑΙ ΚΑΤΑ ΤΟΝ «ΚΑΥΓΑΝ» ΔΥΟ ΟΙΚΟΓΕΝΕΙΩΝ <box>265 354 370 409</box>
paragraph: — ΣΤΗΝ ΥΠΕΡΙΩΡΙΑ συνῆλθον χθὲς αἱ ἐπιτροπαί. — Ο ΠΡΟΕΔΡΟΣ τῆς Γαλλίας ἀνεχώρησε. — Η ΒΟΡΕΙΟΣ ΚΟΡΕΑ κατήγγειλε νέας παραβιάσεις. — ΑΙ ΑΜΕΡΙΚΑΝΙΚΑΙ ἀρχαὶ ἀνεκοίνωσαν νέα μέτρα. — ΤΟ ΥΠΟΥΡΓΕΙΟΝ ἐξέδωσεν ἀνακοίνωσιν. <box>1134 649 1498 681</box>
headline-rembrandt: ΠΙΝΑΞ ΤΟΥ ΡΕΜΠΡΑΝΤ ΕΚΤΙΘΕΤΑΙ ΔΙΑ ΠΡΩΤΗΝ ΦΟΡΑΝ <box>274 1640 361 1684</box>
paragraph: ΛΥΩΝ, Γαλλία, 1. (Ρόϋτερ). — Ὁ Πρίγκηψ Μπίντο, πρώην πρωθυπουργὸς τῆς Γαλλίας, ἐπιθυμεῖ νὰ ἐπιστρέψη εἰς τὴν Γαλλίαν, ὅπως ἐδήλωσεν ὁ δικηγόρος του. <box>264 685 370 769</box>
headline-churches: ΣΥΝΟΔΟΣ ΤΟΥ ΣΥΜΒΟΥΛΙΟΥ ΤΩΝ ΕΚΚΛΗΣΙΩΝ ΕΙΣ ΗΡΑΚΛΕΙΟΝ <box>269 1231 366 1275</box>
article-ufo <box>19 1778 254 1886</box>
headline-garoufalias: ΣΗΜΕΡΟΝ ΘΑ ΚΑΤΑΘΕΣΗ Ο κ. ΓΑΡΟΥΦΑΛΙΑΣ; <box>414 498 715 539</box>
section-heading-boulokos: Ὁ κ. Μπουλόκος <box>395 847 483 877</box>
paragraph: ΤΟΚΙΟ, 1. (Ἀσσ. Πρές). — Ὁ ἀμερικανὸς πρεσβευτὴς εἰς τὰ Ἡνωμένα Ἔθνη ἔφθασεν εἰς Σαϊγκὸν διὰ συνομιλίας μετὰ τῆς κυβερνήσεως τοῦ Νοτίου Βιετνάμ. <box>506 326 623 400</box>
paragraph: ΜΟΣΧΑ, 1. (Ἀσσ. Πρές). — Ἡ «Πράβδα» κατήγγειλε σήμερον εἰς ἄρθρον της ὅτι ἡ ἀμερικανικὴ ὑπηρεσία πληροφοριῶν χρησιμοποιεῖ ὡς κατασκόπους Ἀμερικανοὺς φοιτητὰς οἱ ὁποῖοι σπουδάζουν εἰς σοβιετικὰ πανεπιστήμια. Τὸ ἄρθρον ἀναφέρει ὀνόματα καὶ περιπτώσεις. <box>142 1100 255 1238</box>
headline-mars: ΣΧΕΔΙΑ ΔΙΑ ΤΗΝ ΚΑΤΑΚΤΗΣΙΝ ΤΟΥ ΑΡΕΩΣ ΚΑΙ ΤΟΥ ΔΙΟΣ ΚΑΤΑΡΤΙΖΟΝΤΑΙ ΥΠΟ ΤΩΝ ΗΝΩΜΕΝΩΝ ΠΟΛΙΤΕΙΩΝ ΔΙΑ ΝΑ ΜΗ ΠΡΟΛΑΒΗ ΚΑΙ ΠΑΛΙΝ Η ΣΟΒΙΕΤΙΚΗ ΕΝΩΣΙΣ <box>24 682 249 762</box>
paragraph: ΠΡΟΕΔΡΟΣ: Ἡ ἐρώτησις δὲν ἐπιτρέπεται. ΜΑΡΤΥΣ: Ἀπαντῶ ὅτι οὐδέποτε ἔλαβον μέρος εἰς τοιαύτην συζήτησιν. ΕΙΣΑΓΓΕΛΕΥΣ: Ἐπιφυλάσσομαι νὰ ἐπανέλθω. <box>506 728 623 801</box>
paragraph: Συνεχίζεται ἡ ἐκδίκασις τῆς ὑποθέσεως καὶ σήμερον θὰ καταθέση ὁ κ. Γαρουφαλιᾶς. Κατὰ τὴν χθεσινὴν συνεδρίασιν ἀνεγνώσθη ἡ κατάθεσις τοῦ κ. Γ. Νόβα, ἡ ὁποία παρουσιάζει ἰδιαίτερον ἐνδιαφέρον. <box>381 585 497 681</box>
paragraph: ΒΕΛΙΓΡΑΔΙΟΝ, 1. (Ἡνωμ. Τύπος). — Ἡ Γιουγκοσλαβία καὶ ἡ Τουρκία ὑπέγραψαν ἐμπορικὴν συμφωνίαν διὰ τὴν αὔξησιν τῶν ἀνταλλαγῶν μεταξὺ τῶν δύο χωρῶν. <box>264 1133 370 1218</box>
paragraph: ΣΟΦΙΑ, 1. (Ρόϋτερ). — Τὰ Τίρανα ἐκήρυξαν καὶ αὐτὰ πόλεμον κατὰ τῆς «μίνι» φούστας, τὴν ὁποίαν χαρακτηρίζουν ὡς ἀστικὴν παρακμήν. <box>264 1564 370 1627</box>
paragraph: ΣΑΝΤΙΑΓΟ, Χιλή, 1. (Ρόϋτερ). — Σμήνη ἱπταμένων δίσκων ἐνεφανίσθησαν ἐκ νέου εἰς τὸν οὐρανὸν τῶν Ἡνωμένων Πολιτειῶν καὶ τῆς Χιλῆς, συμφώνως πρὸς πληροφορίας αἱ ὁποῖαι ἀπεστάλησαν εἰς τὰς ἀρμοδίας ἀρχάς. <box>19 1777 131 1883</box>
headline-pappas-note: ΤΟ ΕΠΙΒΕΒΑΙΟΙ ΤΟ «ΝΑΣΙΟΝ» <box>272 84 363 104</box>
section-heading: ΔΗΛΩΣΙΣ ΤΟΥ ΓΚΑΡΙΣΟΝ <box>1247 181 1385 192</box>
paragraph: ΤΖΑΚΑΡΤΑ, 1. (Ἀσσ. Πρές). — Ἓξ νεκροὶ καὶ 13 τραυματίαι εἶναι ὁ ἀπολογισμὸς τῶν συμπλοκῶν μεταξὺ ὀπαδῶν καὶ ἀντιπάλων τοῦ προέδρου Σοεκάρνο. <box>1134 504 1498 526</box>
paragraph: ΟΥΑΣΙΓΚΤΩΝ, 1. (Ἀσσ. Πρές). — Ἀμερικανοὶ ἐπιστήμονες κατεσκεύασαν ἐπιταχυντῆρα ὁ ὁποῖος λειτουργεῖ ὑπὸ χαμηλὰς θερμοκρασίας. <box>759 454 1123 475</box>
paragraph: Εἰς τὴν ὁμάδα θὰ μετέχουν ἐμπειρογνώμονες ἐκ τῶν πλέον ἀνεπτυγμένων βιομηχανικῶς χωρῶν τῆς Συμμαχίας, αἱ δὲ προτάσεις αὐτῶν θὰ ἀφοροῦν τὴν ἀνταλλαγὴν τεχνικῶν πληροφοριῶν καὶ τὴν ἀπὸ κοινοῦ ἐκμετάλλευσιν ἐρευνῶν. Κατὰ τὴν συζήτησιν ἐτονίσθη ἡ ἀνάγκη στενωτέρας συνεργασίας μεταξὺ τῶν κρατῶν τῆς Εὐρώπης καὶ τῆς Βορείου Ἀμερικῆς. <box>19 1067 254 1355</box>
paragraph: Κατόπιν ἐξητάσθησαν καὶ ἄλλοι κατηγορούμενοι, οἱ ὁποῖοι ἠρνήθησαν κάθε σχέσιν μὲ τὰς πράξεις διὰ τὰς ὁποίας κατηγοροῦνται. <box>632 585 749 638</box>
paragraph: ΝΕΑ ΟΡΛΕΑΝΗ, Λουιζιάνα, 1. (Ἀσσ. Πρές). — Ὁ ἐπιχειρηματίας Κλαίη Σὼ συνελήφθη ὡς ὁ πρῶτος ὕποπτος διὰ τὸν φόνον τοῦ προέδρου Κέννεντυ. Ὁ εἰσαγγελεὺς κ. Γκάρισον τὸν ἀνέκρινεν ἐπὶ μακρόν. <box>1134 145 1498 176</box>
article-workers <box>19 2094 254 2191</box>
paragraph: ΣΑΪΓΚΟΝ, 1. (Ἀσσ. Πρές). — Αἱ ἀμερικανικαὶ πυροβολαρχίαι ἐβομβαρδίσθησαν μὲ πυρὰ ὅλμων κατὰ τὴν διάρκειαν τῆς νυκτός. Αἱ ἀπώλειαι χαρακτηρίζονται ὡς ἐλαφραί. <box>381 332 497 416</box>
paragraph: Εἰς τὴν ὁμάδα θὰ μετέχουν ἐμπειρογνώμονες ἐκ τῶν πλέον ἀνεπτυγμένων βιομηχανικῶς χωρῶν τῆς Συμμαχίας, αἱ δὲ προτάσεις αὐτῶν θὰ ἀφοροῦν τὴν ἀνταλλαγὴν τεχνικῶν πληροφοριῶν καὶ τὴν ἀπὸ κοινοῦ ἐκμετάλλευσιν ἐρευνῶν. Κατὰ τὴν συζήτησιν ἐτονίσθη ἡ ἀνάγκη στενωτέρας συνεργασίας μεταξὺ τῶν κρατῶν τῆς Εὐρώπης καὶ τῆς Βορείου Ἀμερικῆς. <box>142 1529 254 1709</box>
headline-trade: ΕΜΠΟΡΙΚΗ ΣΥΜΦΩΝΙΑ ΓΙΟΥΓΚΟΣΛΑΒΙΑΣ ΚΑΙ ΤΟΥΡΚΙΑΣ <box>271 1087 364 1131</box>
article-luce <box>19 1442 254 1709</box>
section-heading: Ο ΓΚΟΛΝΤΜΠΕΡΓΚ ΕΙΣ ΣΑΪΓΚΟΝ <box>638 269 744 291</box>
headline-mini: ΚΑΤΑ ΤΗΣ «ΜΙΝΙ» ΕΚΗΡΥΧΘΗΣΑΝ ΚΑΙ ΤΑ ΤΙΡΑΝΑ <box>266 1529 369 1562</box>
headline-sukarno: ΕΞ ΝΕΚΡΟΙ ΚΑΙ 13 ΤΡΑΥΜΑΤΙΑΙ ΚΑΤΑ ΤΑΣ ΣΥΜΠΛΟΚΑΣ ΜΕΤΑΞΥ ΟΠΑΔΩΝ ΚΑΙ ΑΝΤΙΠΑΛΩΝ ΤΟΥ ΣΟΕΚΑΡΝΟ <box>792 488 1465 502</box>
article-mars <box>19 765 254 980</box>
headline-russell: Η ΕΛΒΕΤΙΑ ΑΠΕΡΡΙΨΕΝ ΑΙΤΗΣΙΝ ΤΟΥ ΡΑΣΣΕΛ ΠΕΡΙ ΣΥΓΚΛΗΣΕΩΣ ΕΠΙ ΤΟΥ ΕΔΑΦΟΥΣ ΤΗΣ ΤΟΥ ΔΙΚΑΣΤΗΡΙΟΥ «ΕΓΚΛΗΜΑΤΙΩΝ ΠΟΛΕΜΟΥ» <box>791 228 1466 256</box>
article-reichstag <box>19 1941 254 2039</box>
headline-law-professor: ΝΕΟΣ ΚΑΘΗΓΗΤΗΣ ΤΗΣ ΝΟΜΙΚΗΣ ΑΘΗΝΩΝ <box>268 2139 367 2172</box>
headline-syria: Η ΣΥΡΙΑ ΚΑΤΗΓΟΡΕΙ ΤΑΣ ΗΝ. ΠΟΛΙΤΕΙΑΣ ΔΙΑ ΕΧΘΡΟΤΗΤΑ <box>264 1784 370 1817</box>
paragraph: Ὁ κ. Γκάρισον ἐδήλωσεν ὅτι αἱ ἔρευναι θὰ συνεχισθοῦν καὶ ὅτι ἀναμένονται καὶ ἄλλαι συλλήψεις προσώπων τὰ ὁποῖα σχετίζονται μὲ τὴν ὑπόθεσιν. <box>759 139 1123 160</box>
paragraph: ΣΑΪΓΚΟΝ, 1. (Ἀσσ. Πρές). — Αἱ ἀμερικανικαὶ πυροβολαρχίαι ἐβομβαρδίσθησαν μὲ πυρὰ ὅλμων κατὰ τὴν διάρκειαν τῆς νυκτός. Αἱ ἀπώλειαι χαρακτηρίζονται ὡς ἐλαφραί. <box>381 244 623 476</box>
paragraph: ΤΟΚΙΟ, 1. (Ἀσσ. Πρές). — Ἀνταποκρίσεις ἀπὸ τὴν Κίναν ἀναφέρουν ὅτι ἐξεγέρσεις ἐσημειώθησαν εἰς τὸ Θιβέτ καὶ ὅτι ὁ στρατὸς ἐπενέβη διὰ νὰ ἀποκαταστήση τὴν τάξιν. <box>632 1125 749 1199</box>
headline-kennedy: Συνελήφθη ὁ πρῶτος ὕποπτος εἰς τὴν Νέαν Ὀρλεάνην διὰ τὸν φόνον τοῦ Κέννεντυ <box>774 23 1483 76</box>
paragraph: ΑΘΗΝΑΙ, 1. — Ἡ διοίκησις τοῦ συνδικάτου τῶν ἐργαζομένων ἐξέδωσε ἀνακοίνωσιν διὰ τῆς ὁποίας τονίζει ὅτι σκληρὰ θὰ εἶναι ἡ ἀπάντησις τῶν ἐργαζομένων εἰς τὰς ἐπιδόσεις μνηστῆρας ἀνωμάλων λύσεων. <box>142 2301 254 2397</box>
paragraph: ΠΡΟΕΔΡΟΣ: Ἡ ἐρώτησις δὲν ἐπιτρέπεται. ΜΑΡΤΥΣ: Ἀπαντῶ ὅτι οὐδέποτε ἔλαβον μέρος εἰς τοιαύτην συζήτησιν. ΕΙΣΑΓΓΕΛΕΥΣ: Ἐπιφυλάσσομαι νὰ ἐπανέλθω. <box>381 770 497 844</box>
paragraph: ΦΛΩΡΕΝΤΙΑ, 1. (Ἡνωμ. Τύπος). — Ἡ ἀπρόοπτος μαρτυρία Ἰταλοῦ ἱστορικοῦ ἐνδεχομένως θὰ ἀνατρέψη τελείως τὴν ἀπόφασιν διὰ τὴν δούκισσαν Ἀναστασίαν. <box>1134 379 1498 400</box>
paragraph: ΟΥΑΣΙΓΚΤΩΝ, 1. (Ἀσσ. Πρές). — Ἀμερικανοὶ ἐπιστήμονες κατεσκεύασαν ἐπιταχυντῆρα ὁ ὁποῖος λειτουργεῖ ὑπὸ χαμηλὰς θερμοκρασίας. <box>759 431 1123 452</box>
paragraph: Ἡ πρωτοβουλία αὕτη ἐλήφθη κατόπιν προτάσεως τοῦ Ἰταλοῦ ὑπουργοῦ τῶν Ἐξωτερικῶν, ὁ ὁποῖος ὑπεστήριξεν ὅτι ἡ τεχνολογικὴ ὑστέρησις τῆς Εὐρώπης ἀποτελεῖ σοβαρὸν πρόβλημα διὰ τὴν Ἀτλαντικὴν Συμμαχίαν. <box>142 1240 254 1346</box>
headline-pappas: ΤΟ ΙΔΡΥΜΑ ΠΑΠΠΑΣ ΑΠΕΤΕΛΕΙ ΠΡΟΣΩΠΕΙΟΝ ΤΗΣ ΑΜΕΡΙΚΑΝΙΚΗΣ ΚΥΠ <box>264 24 370 81</box>
subheadline-nato: ΣΥΝΕΚΡΟΤΗΘΗ ΕΙΔΙΚΗ ΟΜΑΣ ΔΙΑ ΝΑ ΥΠΟΒΑΛΗ ΕΚΘΕΣΙΝ <box>20 205 253 239</box>
paragraph: ΠΑΡΙΣΙΟΙ, 1. (Ἀσσ. Πρές). — Τὸ συμβούλιον τοῦ ΝΑΤΟ ἀπεφάσισε κατὰ τὴν ἐβδομαδιαίαν συνεδρίασίν του, νὰ συστήση εἰδικὴν ὁμάδα ἐργασίας διὰ τὴν τεχνολογικὴν προσέγγισιν. Τὸ διάταγμα διὰ τὴν σύστασιν τῆς ὁμάδος ἐνεκρίθη ὑπὸ τῶν ἀντιπροσώπων τῶν κρατῶν - μελῶν. Ἡ ἔκθεσις θὰ ὑποβληθῆ εἰς τὸ συμβούλιον ἐντὸς τῶν προσεχῶν μηνῶν διὰ νὰ ἐξετασθοῦν αἱ προτάσεις τῶν εἰδικῶν. <box>19 241 131 432</box>
paragraph: ΝΕΑ ΟΡΛΕΑΝΗ, Λουιζιάνα, 1. (Ἀσσ. Πρές). — Ὁ ἐπιχειρηματίας Κλαίη Σὼ συνελήφθη ὡς ὁ πρῶτος ὕποπτος διὰ τὸν φόνον τοῦ προέδρου Κέννεντυ. Ὁ εἰσαγγελεὺς κ. Γκάρισον τὸν ἀνέκρινεν ἐπὶ μακρόν. <box>759 179 1123 210</box>
paragraph: ΤΖΑΚΑΡΤΑ, 1. (Ἀσσ. Πρές). — Ἓξ νεκροὶ καὶ 13 τραυματίαι εἶναι ὁ ἀπολογισμὸς τῶν συμπλοκῶν μεταξὺ ὀπαδῶν καὶ ἀντιπάλων τοῦ προέδρου Σοεκάρνο. <box>759 504 1123 526</box>
paragraph: ΝΕΑ ΟΡΛΕΑΝΗ, Λουιζιάνα, 1. (Ἀσσ. Πρές). — Ὁ ἐπιχειρηματίας Κλαίη Σὼ συνελήφθη ὡς ὁ πρῶτος ὕποπτος διὰ τὸν φόνον τοῦ προέδρου Κέννεντυ. Ὁ εἰσαγγελεὺς κ. Γκάρισον τὸν ἀνέκρινεν ἐπὶ μακρόν. <box>759 106 1123 137</box>
paragraph: ΜΟΣΧΑ, 1. (Ἀσσ. Πρές). — Ἡ «Πράβδα» κατήγγειλε σήμερον εἰς ἄρθρον της ὅτι ἡ ἀμερικανικὴ ὑπηρεσία πληροφοριῶν χρησιμοποιεῖ ὡς κατασκόπους Ἀμερικανοὺς φοιτητὰς οἱ ὁποῖοι σπουδάζουν εἰς σοβιετικὰ πανεπιστήμια. Τὸ ἄρθρον ἀναφέρει ὀνόματα καὶ περιπτώσεις. <box>19 1067 132 1204</box>
headline-nato: Τεχνολογική συνεργασία τῶν κρατῶν - μελῶν ἀπεφασίσθη ὑπὸ τοῦ ΝΑΤΟ <box>32 24 241 194</box>
section-heading-others: Ἄλλοι κατηγορούμενοι <box>506 891 633 922</box>
